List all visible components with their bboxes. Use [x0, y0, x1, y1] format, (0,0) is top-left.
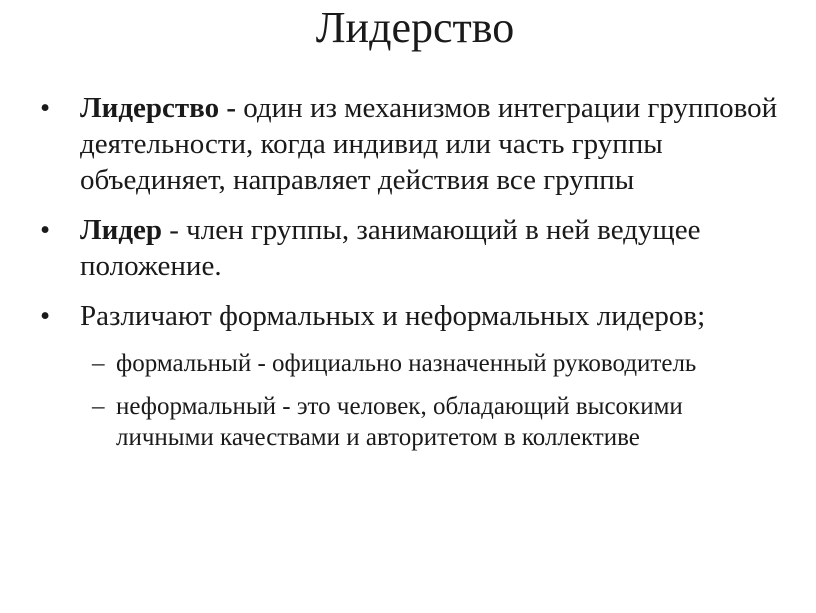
bullet-item-leader — [0, 212, 816, 284]
definition-leadership: один из механизмов интеграции групповой деятельности, когда индивид или часть группы объединяет, направляет действия все группы — [80, 92, 778, 196]
bullet-item-leadership — [0, 90, 816, 198]
term-leadership: Лидерство - — [80, 92, 236, 124]
dash-icon: – — [92, 393, 105, 420]
subitem-informal-text: неформальный - это человек, обладающий высокими личными качествами и авторитетом в коллективе — [116, 393, 683, 451]
bullet-icon: • — [40, 214, 51, 246]
bullet-icon: • — [40, 300, 51, 332]
subitem-formal — [0, 348, 816, 379]
definition-leader: - член группы, занимающий в ней ведущее положение. — [80, 214, 701, 282]
bullet-icon: • — [40, 92, 51, 124]
bullet-list — [0, 90, 816, 453]
types-text: Различают формальных и неформальных лидеров; — [80, 300, 706, 332]
slide-title: Лидерство — [315, 3, 515, 52]
subitem-informal — [0, 391, 816, 453]
subitem-formal-text: формальный - официально назначенный руководитель — [116, 350, 697, 377]
dash-icon: – — [92, 350, 105, 377]
term-leader: Лидер — [80, 214, 162, 246]
bullet-item-types — [0, 298, 816, 334]
